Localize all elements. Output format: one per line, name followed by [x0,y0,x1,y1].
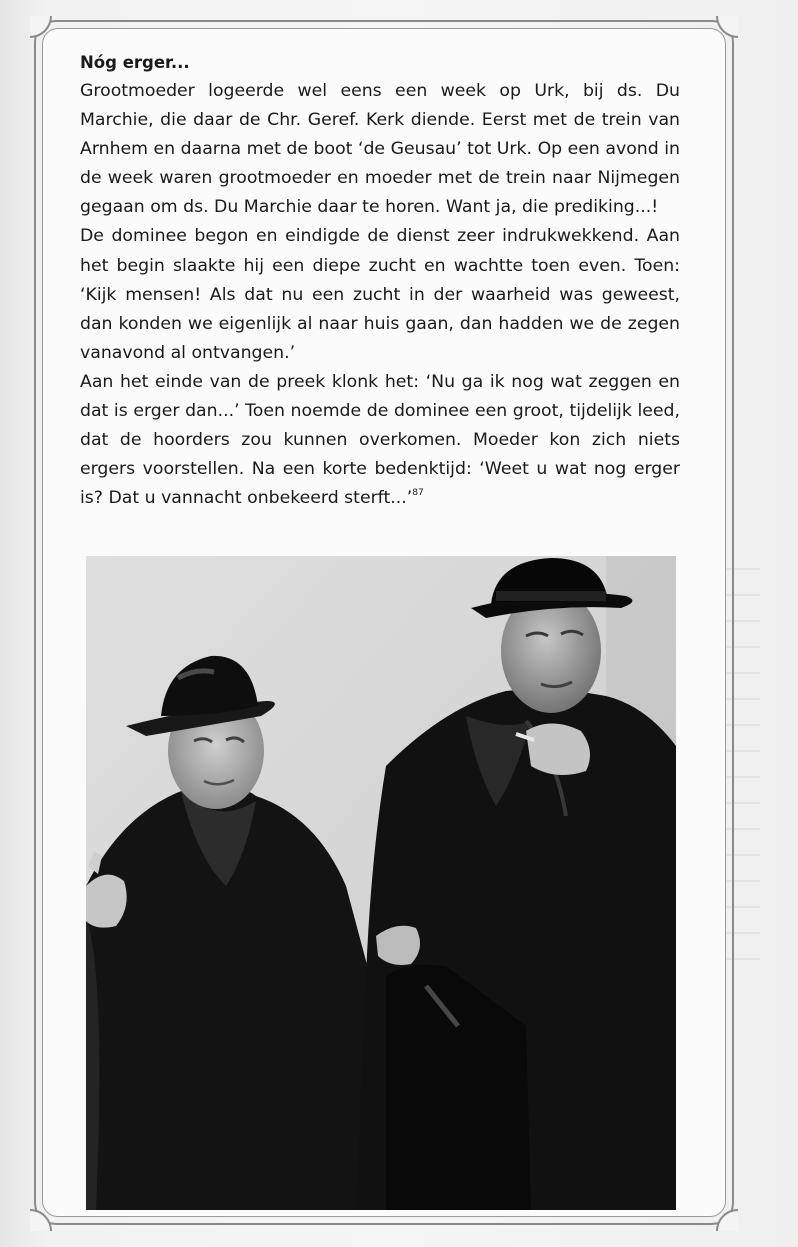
section-heading: Nóg erger... [80,53,190,72]
black-and-white-photo [86,556,676,1210]
paragraph-1: Grootmoeder logeerde wel eens een week op Urk, bij ds. Du Marchie, die daar de Chr. Geref. Kerk diende. Eerst met de trein van Arnhem en daarna met de boot ‘de Geusau’ tot Urk. Op een avond in de week waren grootmoeder en moeder met de trein naar Nijmegen gegaan om ds. Du Marchie daar te horen. Want ja, die prediking...! [80,81,680,218]
footnote-reference: 87 [412,488,424,499]
paragraph-2: De dominee begon en eindigde de dienst zeer indrukwekkend. Aan het begin slaakte hij een diepe zucht en wachtte toen even. Toen: ‘Kijk mensen! Als dat nu een zucht in der waarheid was geweest, dan konden we eigenlijk al naar huis gaan, dan hadden we de zegen vanavond al ontvangen.’ [80,226,680,363]
text-block [80,48,680,513]
paragraph-3 [80,368,680,513]
paragraph-3-text: Aan het einde van de preek klonk het: ‘Nu ga ik nog wat zeggen en dat is erger dan...’ Toen noemde de dominee een groot, tijdelijk leed, dat de hoorders zou kunnen overkomen. Moeder kon zich niets ergers voorstellen. Na een korte bedenktijd: ‘Weet u wat nog erger is? Dat u vannacht onbekeerd sterft...’ [80,371,680,509]
